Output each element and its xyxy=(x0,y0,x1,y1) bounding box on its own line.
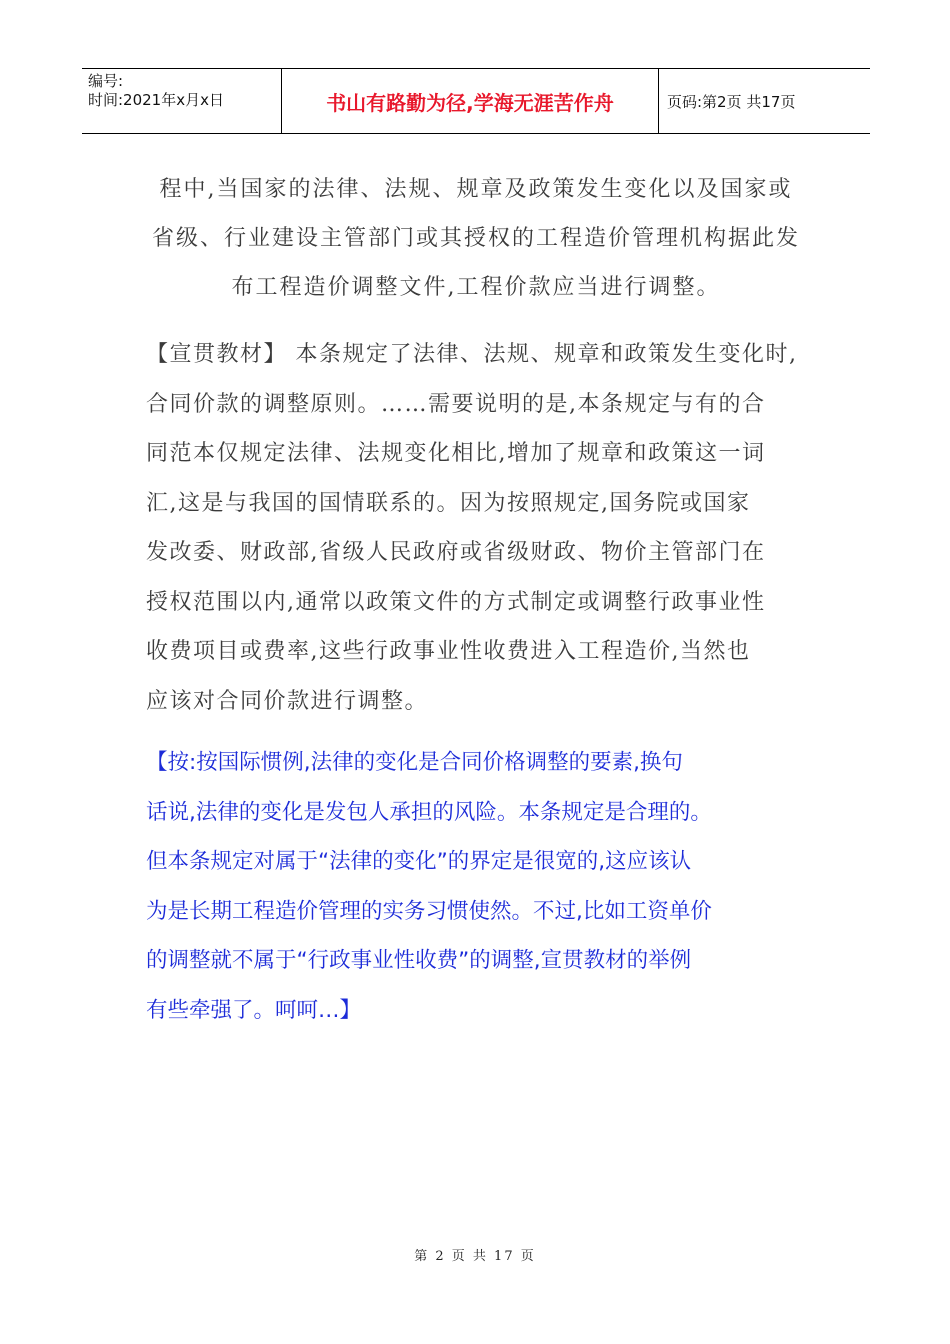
paragraph-line: 【宣贯教材】 本条规定了法律、法规、规章和政策发生变化时, xyxy=(146,342,798,367)
paragraph-line: 同范本仅规定法律、法规变化相比,增加了规章和政策这一词 xyxy=(146,441,766,466)
header-page-info: 页码:第2页 共17页 xyxy=(667,92,796,111)
paragraph-line: 的调整就不属于“行政事业性收费”的调整,宣贯教材的举例 xyxy=(146,948,692,973)
paragraph-line: 授权范围以内,通常以政策文件的方式制定或调整行政事业性 xyxy=(146,589,766,615)
page-header xyxy=(82,68,870,134)
paragraph-line: 汇,这是与我国的国情联系的。因为按照规定,国务院或国家 xyxy=(146,490,751,516)
paragraph-line: 应该对合同价款进行调整。 xyxy=(146,688,429,714)
paragraph-line: 程中,当国家的法律、法规、规章及政策发生变化以及国家或 xyxy=(159,177,793,202)
document-time-label: 时间:2021年x月x日 xyxy=(88,91,224,109)
paragraph-line: 布工程造价调整文件,工程价款应当进行调整。 xyxy=(231,275,721,300)
paragraph-line: 收费项目或费率,这些行政事业性收费进入工程造价,当然也 xyxy=(146,639,751,664)
paragraph-line: 发改委、财政部,省级人民政府或省级财政、物价主管部门在 xyxy=(146,540,766,565)
document-number-label: 编号: xyxy=(88,72,124,90)
paragraph-line: 但本条规定对属于“法律的变化”的界定是很宽的,这应该认 xyxy=(146,849,692,874)
header-motto: 书山有路勤为径,学海无涯苦作舟 xyxy=(326,90,614,115)
paragraph-note xyxy=(146,738,806,1035)
paragraph-line: 【按:按国际惯例,法律的变化是合同价格调整的要素,换句 xyxy=(146,750,683,775)
footer-page-number: 第 2 页 共 17 页 xyxy=(414,1249,536,1264)
paragraph-line: 有些牵强了。呵呵…】 xyxy=(146,997,362,1023)
paragraph-line: 省级、行业建设主管部门或其授权的工程造价管理机构据此发 xyxy=(151,226,800,251)
paragraph-commentary xyxy=(146,330,806,726)
header-motto-cell xyxy=(282,69,659,133)
paragraph-line: 话说,法律的变化是发包人承担的风险。本条规定是合理的。 xyxy=(146,799,712,825)
paragraph-clause xyxy=(146,165,806,312)
paragraph-line: 为是长期工程造价管理的实务习惯使然。不过,比如工资单价 xyxy=(146,898,712,924)
header-meta xyxy=(82,69,282,133)
page-footer xyxy=(0,1245,950,1264)
paragraph-line: 合同价款的调整原则。……需要说明的是,本条规定与有的合 xyxy=(146,391,766,417)
header-page-info-cell xyxy=(659,69,870,133)
